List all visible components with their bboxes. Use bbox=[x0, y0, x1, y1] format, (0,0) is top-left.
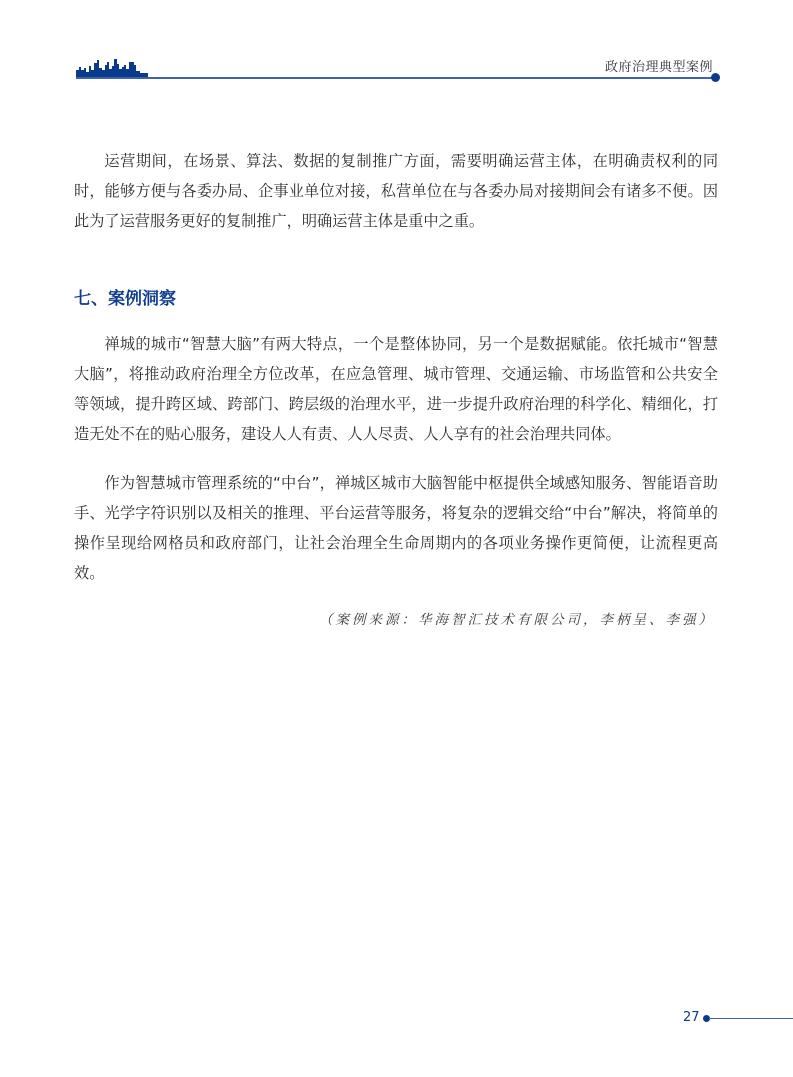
page-number: 27 bbox=[683, 1010, 700, 1025]
header-title: 政府治理典型案例 bbox=[604, 60, 713, 75]
paragraph-insight-2: 作为智慧城市管理系统的“中台”，禅城区城市大脑智能中枢提供全域感知服务、智能语音助手、光学字符识别以及相关的推理、平台运营等服务，将复杂的逻辑交给“中台”解决，将简单的操作呈现给网格员和政府部门，让社会治理全生命周期内的各项业务操作更简便，让流程更高效。 bbox=[74, 474, 718, 582]
section-heading: 七、案例洞察 bbox=[74, 289, 176, 309]
paragraph-operations: 运营期间，在场景、算法、数据的复制推广方面，需要明确运营主体，在明确责权利的同时，能够方便与各委办局、企事业单位对接，私营单位在与各委办局对接期间会有诸多不便。因此为了运营服务更好的复制推广，明确运营主体是重中之重。 bbox=[74, 152, 718, 230]
paragraph-insight-1: 禅城的城市“智慧大脑”有两大特点，一个是整体协同，另一个是数据赋能。依托城市“智慧大脑”，将推动政府治理全方位改革，在应急管理、城市管理、交通运输、市场监管和公共安全等领域，提升跨区域、跨部门、跨层级的治理水平，进一步提升政府治理的科学化、精细化，打造无处不在的贴心服务，建设人人有责、人人尽责、人人享有的社会治理共同体。 bbox=[74, 335, 718, 443]
header-rule bbox=[76, 77, 716, 79]
city-skyline-icon bbox=[76, 56, 148, 76]
footer-rule bbox=[709, 1018, 793, 1019]
case-source: （案例来源：华海智汇技术有限公司，李柄呈、李强） bbox=[319, 612, 715, 628]
page-header bbox=[0, 0, 793, 90]
